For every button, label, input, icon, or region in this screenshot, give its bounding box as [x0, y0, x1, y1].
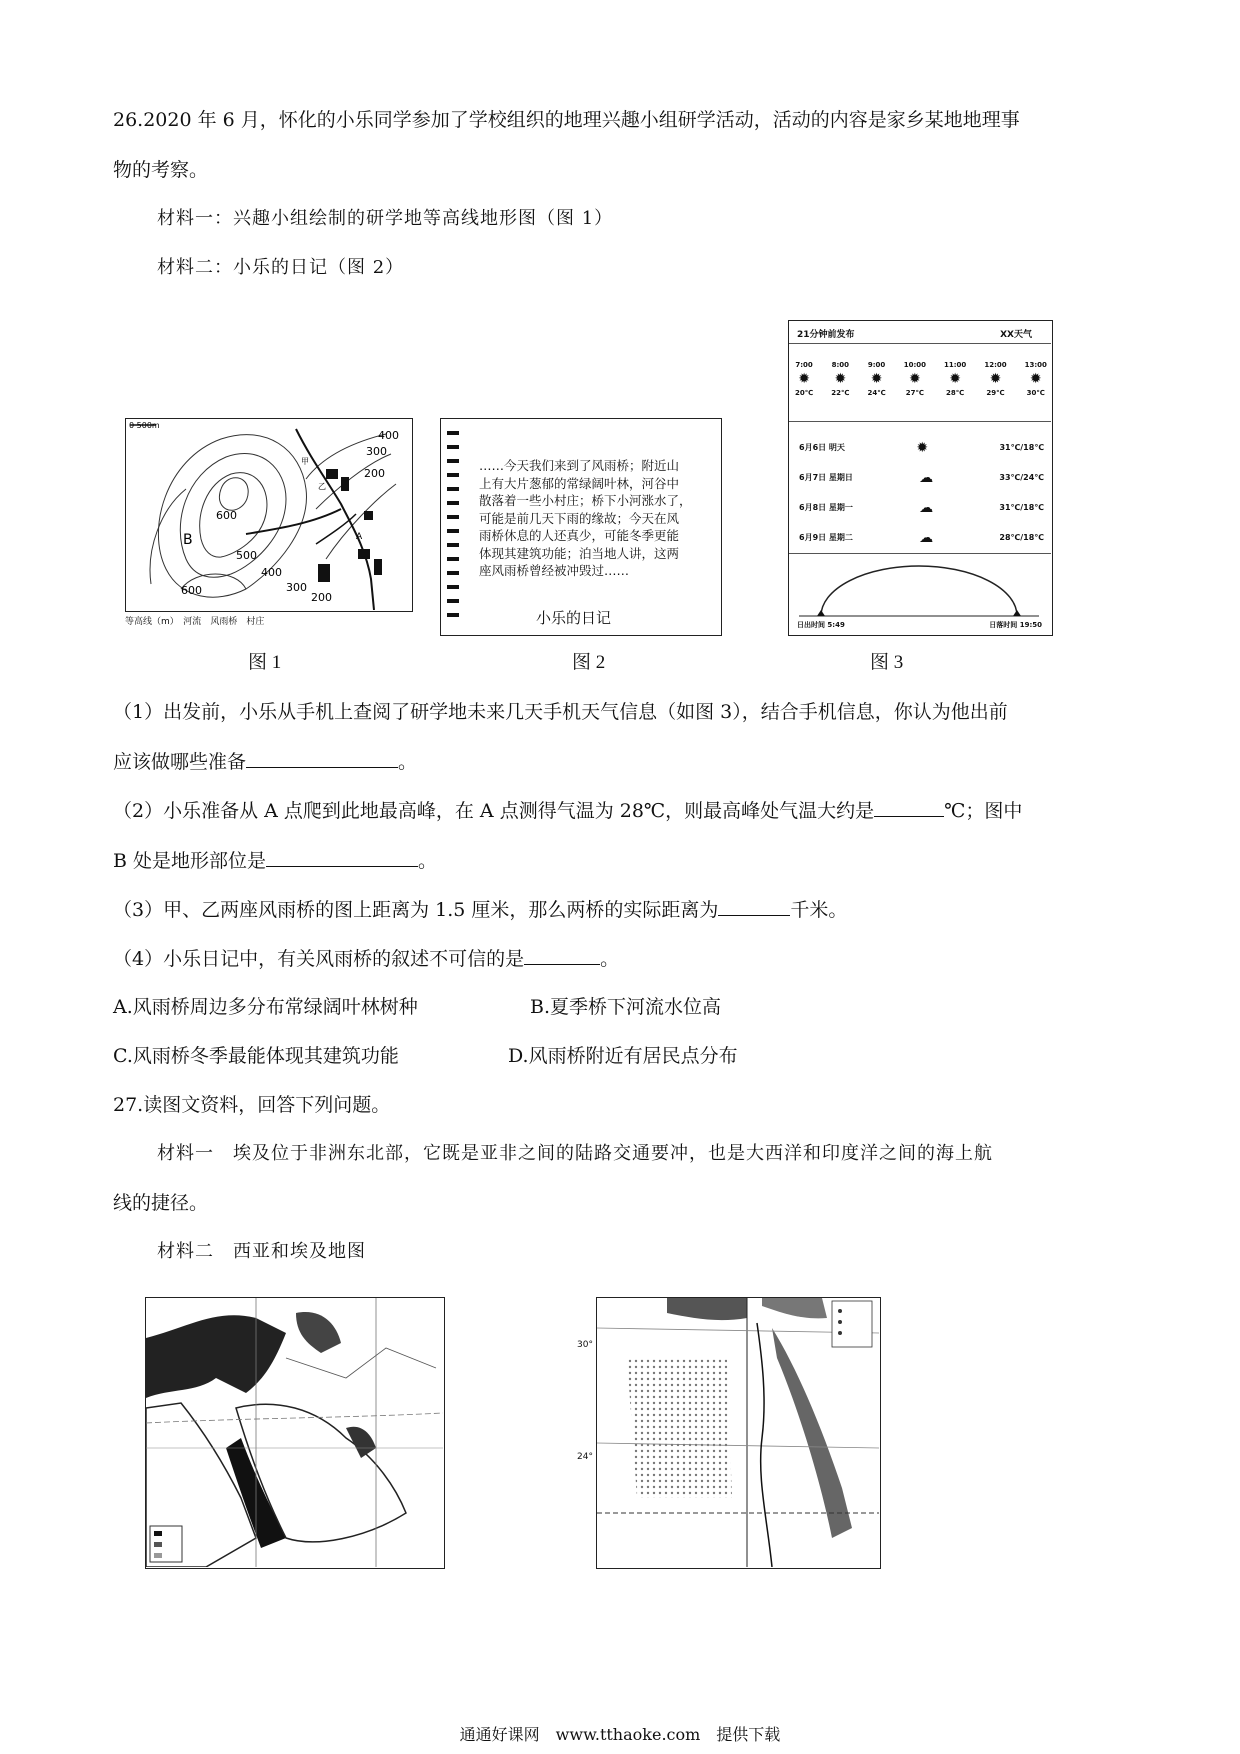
option-b[interactable]: B.夏季桥下河流水位高: [530, 996, 722, 1018]
cloudy-icon: ☁: [919, 500, 934, 516]
q26-sub2-line1: （2）小乐准备从 A 点爬到此地最高峰，在 A 点测得气温为 28℃，则最高峰处气温大约是 ℃；图中: [113, 800, 1023, 822]
weather-header-left: 21分钟前发布: [797, 330, 855, 340]
contour-label: 600: [181, 584, 202, 597]
diary-line: 雨桥休息的人还真少，可能冬季更能: [479, 528, 680, 543]
scale-bar-label: 0 500m: [129, 421, 160, 430]
q27-material-2: 材料二 西亚和埃及地图: [157, 1241, 366, 1262]
sun-icon: ✹: [908, 371, 921, 387]
cloudy-icon: ☁: [919, 530, 934, 546]
contour-label: 300: [286, 581, 307, 594]
west-asia-map-drawing: [146, 1298, 443, 1567]
figure-3-caption: 图 3: [870, 652, 904, 673]
notebook-spine: [447, 431, 459, 621]
point-b-label: B: [183, 532, 193, 548]
sun-icon: ✹: [916, 440, 929, 456]
contour-label: 300: [366, 445, 387, 458]
sunset-time: 日落时间 19:50: [989, 621, 1042, 629]
hour-column: 12:00 ✹ 29℃: [984, 361, 1007, 397]
hour-column: 10:00 ✹ 27℃: [903, 361, 926, 397]
q27-material-1-line2: 线的捷径。: [113, 1192, 209, 1214]
hour-column: 13:00 ✹ 30℃: [1024, 361, 1047, 397]
weather-header-right: XX天气: [1000, 330, 1032, 340]
sun-icon: ✹: [834, 371, 847, 387]
option-d[interactable]: D.风雨桥附近有居民点分布: [508, 1045, 738, 1067]
answer-blank[interactable]: [266, 848, 418, 867]
contour-label: 500: [236, 549, 257, 562]
q26-intro-line1: 26.2020 年 6 月，怀化的小乐同学参加了学校组织的地理兴趣小组研学活动，活动的内容是家乡某地地理事: [113, 109, 1020, 131]
contour-label: 400: [378, 429, 399, 442]
egypt-lat-24: 24°: [577, 1452, 593, 1462]
q26-sub4: （4）小乐日记中，有关风雨桥的叙述不可信的是 。: [113, 948, 620, 970]
point-a-label: A: [356, 532, 363, 542]
day-row: 6月8日 星期一 ☁ 31℃/18℃: [799, 493, 1044, 523]
diary-line: 体现其建筑功能；泊当地人讲，这两: [479, 545, 680, 561]
daily-forecast: [799, 433, 1044, 553]
sun-arc: [799, 561, 1039, 621]
sun-icon: ✹: [798, 371, 810, 387]
q26-sub3: （3）甲、乙两座风雨桥的图上距离为 1.5 厘米，那么两桥的实际距离为 千米。: [113, 899, 848, 921]
contour-label: 400: [261, 566, 282, 579]
q26-sub1-line1: （1）出发前，小乐从手机上查阅了研学地未来几天手机天气信息（如图 3），结合手机信息，你认为他出前: [113, 701, 1008, 723]
cloudy-icon: ☁: [919, 470, 934, 486]
diary-line: 可能是前几天下雨的缘故；今天在风: [479, 510, 680, 526]
q26-sub1-line2: 应该做哪些准备 。: [113, 751, 418, 773]
bridge-jia-label: 甲: [301, 457, 309, 466]
diary-line: ……今天我们来到了风雨桥；附近山: [479, 458, 680, 473]
figure-1-legend: 等高线（m） 河流 风雨桥 村庄: [125, 617, 265, 627]
egypt-map-drawing: [597, 1298, 879, 1567]
answer-blank[interactable]: [718, 897, 790, 916]
day-row: 6月9日 星期二 ☁ 28℃/18℃: [799, 523, 1044, 553]
hour-column: 9:00 ✹ 24℃: [867, 361, 886, 397]
sun-icon: ✹: [870, 371, 883, 387]
q27-intro: 27.读图文资料，回答下列问题。: [113, 1094, 391, 1116]
contour-label: 600: [216, 509, 237, 522]
figure-1-contour-map: [125, 418, 413, 612]
egypt-map: [596, 1297, 881, 1569]
q27-material-1-line1: 材料一 埃及位于非洲东北部，它既是亚非之间的陆路交通要冲，也是大西洋和印度洋之间的海上航: [157, 1143, 993, 1164]
answer-blank[interactable]: [524, 946, 600, 965]
hour-column: 7:00 ✹ 20℃: [795, 361, 814, 397]
diary-line: 上有大片葱郁的常绿阔叶林，河谷中: [479, 475, 680, 491]
sun-icon: ✹: [989, 371, 1002, 387]
sunrise-time: 日出时间 5:49: [797, 621, 845, 629]
page-footer: 通通好课网 www.tthaoke.com 提供下载: [459, 1725, 781, 1744]
diary-title: 小乐的日记: [536, 609, 612, 627]
figure-2-diary: [440, 418, 722, 636]
hour-column: 11:00 ✹ 28℃: [944, 361, 967, 397]
q26-intro-line2: 物的考察。: [113, 159, 209, 181]
sun-icon: ✹: [949, 371, 962, 387]
day-row: 6月6日 明天 ✹ 31℃/18℃: [799, 433, 1044, 463]
q26-material-2: 材料二：小乐的日记（图 2）: [157, 257, 405, 278]
egypt-lat-30: 30°: [577, 1340, 593, 1350]
diary-line: 座风雨桥曾经被冲毁过……: [479, 563, 630, 578]
contour-label: 200: [311, 591, 332, 604]
diary-text: [479, 457, 692, 580]
hour-column: 8:00 ✹ 22℃: [831, 361, 850, 397]
q26-material-1: 材料一：兴趣小组绘制的研学地等高线地形图（图 1）: [157, 208, 614, 229]
west-asia-map: [145, 1297, 445, 1569]
diary-line: 散落着一些小村庄；桥下小河涨水了，: [479, 493, 692, 508]
answer-blank[interactable]: [874, 798, 944, 817]
hourly-forecast: [795, 361, 1047, 397]
contour-label: 200: [364, 467, 385, 480]
option-c[interactable]: C.风雨桥冬季最能体现其建筑功能: [113, 1045, 399, 1067]
contour-map-drawing: [126, 419, 411, 610]
figure-1-caption: 图 1: [248, 652, 282, 673]
day-row: 6月7日 星期日 ☁ 33℃/24℃: [799, 463, 1044, 493]
answer-blank[interactable]: [246, 749, 398, 768]
option-a[interactable]: A.风雨桥周边多分布常绿阔叶林树种: [113, 996, 418, 1018]
sun-icon: ✹: [1029, 371, 1042, 387]
bridge-yi-label: 乙: [318, 482, 326, 491]
figure-2-caption: 图 2: [572, 652, 606, 673]
figure-3-weather: [788, 320, 1053, 636]
q26-sub2-line2: B 处是地形部位是 。: [113, 850, 438, 872]
